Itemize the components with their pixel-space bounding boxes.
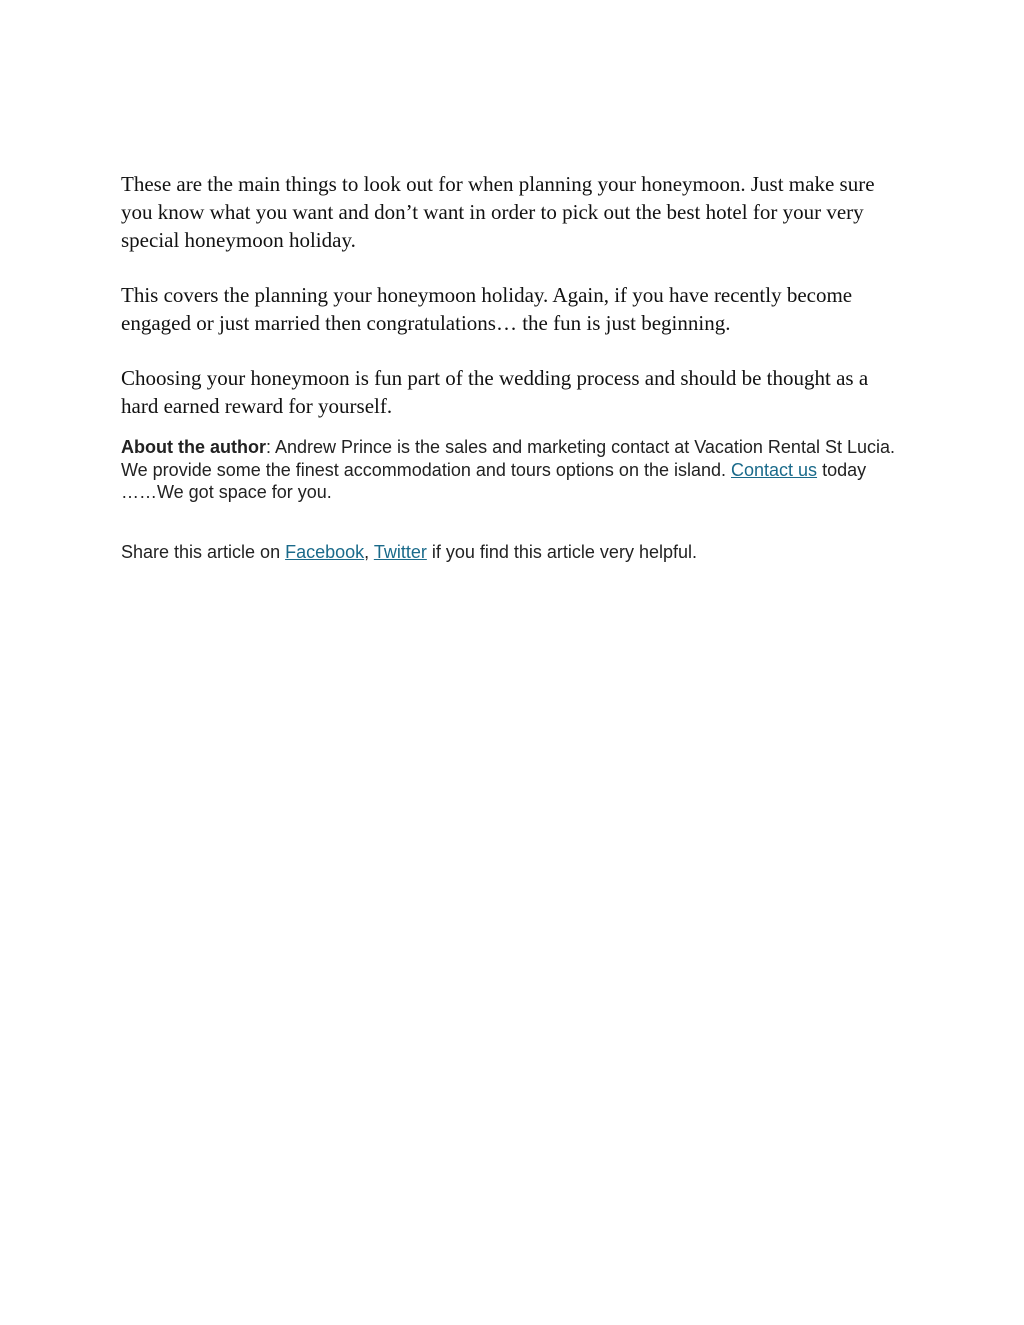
document-body [121, 170, 901, 563]
about-author-paragraph [121, 436, 901, 504]
share-suffix: if you find this article very helpful. [426, 541, 697, 562]
about-author-closing: today ……We got space for you. [121, 459, 867, 502]
facebook-link[interactable]: Facebook [285, 541, 365, 562]
share-separator: , [364, 541, 374, 562]
about-author-label: About the author [121, 437, 266, 457]
twitter-link[interactable]: Twitter [373, 541, 427, 562]
share-paragraph [121, 541, 901, 564]
paragraph-reward: Choosing your honeymoon is fun part of the wedding process and should be thought as a hard earned reward for yourself. [121, 366, 869, 418]
contact-us-link[interactable]: Contact us [731, 459, 818, 480]
share-prefix: Share this article on [121, 541, 286, 562]
about-author-text: : Andrew Prince is the sales and marketing contact at Vacation Rental St Lucia. We provide some the finest accommodation and tours options on the island. [121, 437, 895, 480]
paragraph-hotel-tips: These are the main things to look out for when planning your honeymoon. Just make sure you know what you want and don’t want in order to pick out the best hotel for your very special honeymoon holiday. [121, 172, 875, 252]
paragraph-congratulations: This covers the planning your honeymoon holiday. Again, if you have recently become engaged or just married then congratulations… the fun is just beginning. [121, 283, 853, 335]
